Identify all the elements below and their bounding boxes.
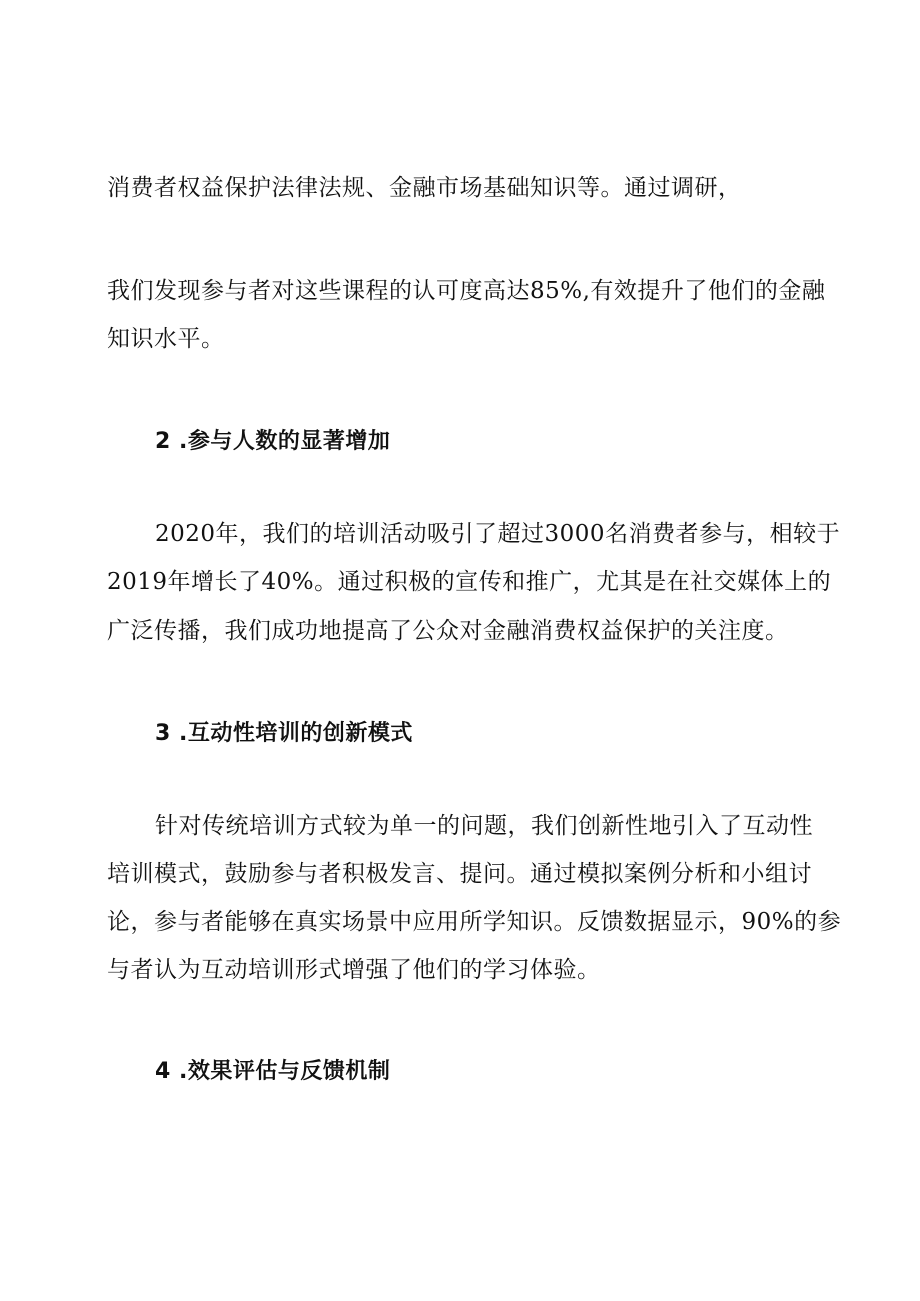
intro-paragraph-line: 知识水平。 bbox=[107, 326, 225, 352]
intro-paragraph-line: 消费者权益保护法律法规、金融市场基础知识等。通过调研， bbox=[107, 175, 742, 201]
section-3-paragraph-line: 针对传统培训方式较为单一的问题，我们创新性地引入了互动性 bbox=[155, 813, 813, 839]
section-3-paragraph-line: 培训模式，鼓励参与者积极发言、提问。通过模拟案例分析和小组讨 bbox=[107, 861, 812, 887]
section-2-paragraph-line: 2020年，我们的培训活动吸引了超过3000名消费者参与，相较于 bbox=[155, 521, 841, 547]
section-3-paragraph-line: 论，参与者能够在真实场景中应用所学知识。反馈数据显示，90%的参 bbox=[107, 909, 842, 935]
section-2-paragraph-line: 2019年增长了40%。通过积极的宣传和推广，尤其是在社交媒体上的 bbox=[107, 569, 832, 595]
section-3-heading: 3 .互动性培训的创新模式 bbox=[155, 721, 413, 746]
section-2-heading: 2 .参与人数的显著增加 bbox=[155, 429, 391, 454]
section-4-heading: 4 .效果评估与反馈机制 bbox=[155, 1059, 391, 1084]
intro-paragraph-line: 我们发现参与者对这些课程的认可度高达85%,有效提升了他们的金融 bbox=[107, 278, 826, 304]
section-3-paragraph-line: 与者认为互动培训形式增强了他们的学习体验。 bbox=[107, 957, 601, 983]
section-2-paragraph-line: 广泛传播，我们成功地提高了公众对金融消费权益保护的关注度。 bbox=[107, 618, 789, 644]
